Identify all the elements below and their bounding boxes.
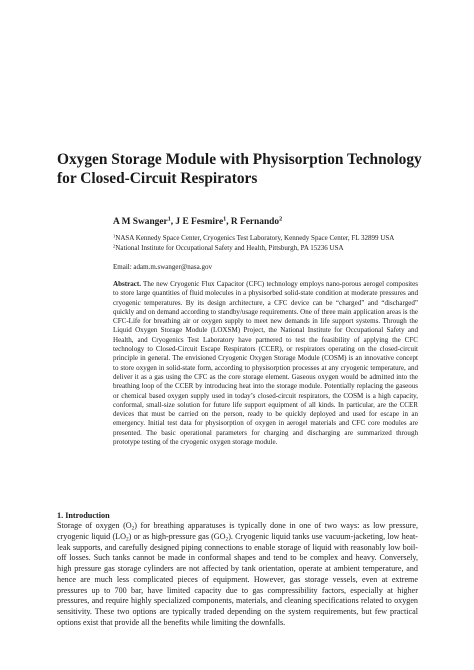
affiliation xyxy=(113,233,443,243)
contact-email: Email: adam.m.swanger@nasa.gov xyxy=(113,263,212,271)
author-name: A M Swanger xyxy=(113,217,168,227)
affiliation xyxy=(113,243,443,253)
body-text-part: ). Cryogenic liquid tanks use vacuum-jacketing, low heat-leak supports, and carefully designed piping connections to enable storage of liquid with reasonably low boil-off losses. Such tanks cannot be made in conformal shapes and tend to be complex and heavy. Conversely, high pressure gas storage cylinders are not affected by tank orientation, operate at ambient temperature, and hence are much less complicated pieces of equipment. However, gas storage vessels, even at extreme pressures up to 700 bar, have limited capacity due to gas compressibility factors, especially at higher pressures, and require highly specialized components, materials, and cleaning specifications related to oxygen sensitivity. These two options are typically traded depending on the system requirements, but few practical options exist that provide all the benefits while limiting the downfalls. xyxy=(57,531,418,627)
author-list xyxy=(113,216,433,228)
body-text-part: Storage of oxygen (O xyxy=(57,521,132,530)
author-separator: , xyxy=(226,217,231,227)
section-heading: 1. Introduction xyxy=(57,511,110,520)
paper-title: Oxygen Storage Module with Physisorption Technology for Closed-Circuit Respirators xyxy=(57,151,422,187)
author-separator: , xyxy=(170,217,176,227)
author-affiliation-mark: 2 xyxy=(279,216,283,223)
author-name: J E Fesmire xyxy=(175,217,224,227)
subscript: 2 xyxy=(225,536,229,543)
abstract xyxy=(113,280,418,447)
body-text-part: ) or as high-pressure gas (GO xyxy=(128,531,226,541)
body-text-part: ) for breathing apparatuses is typically done in one of two ways: as low pressure, cryogenic liquid (LO xyxy=(57,521,418,541)
subscript: 2 xyxy=(126,536,129,543)
affiliation-text: National Institute for Occupational Safety and Health, Pittsburgh, PA 15236 USA xyxy=(115,244,344,252)
affiliation-mark: 2 xyxy=(113,243,116,249)
affiliation-mark: 1 xyxy=(113,233,116,239)
author-affiliation-mark: 1 xyxy=(223,216,227,223)
author-name: R Fernando xyxy=(230,217,280,227)
affiliation-text: NASA Kennedy Space Center, Cryogenics Test Laboratory, Kennedy Space Center, FL 32899 USA xyxy=(115,234,395,242)
abstract-label: Abstract. xyxy=(113,280,141,288)
section-body xyxy=(57,521,418,629)
author-affiliation-mark: 1 xyxy=(167,216,171,223)
abstract-text: The new Cryogenic Flux Capacitor (CFC) technology employs nano-porous aerogel composites to store large quantities of fluid molecules in a physisorbed solid-state condition at moderate pressures and cryogenic temperatures. By its design architecture, a CFC device can be “charged” and “discharged” quickly and on demand according to standby/usage requirements. One of three main application areas is the CFC-Life for breathing air or oxygen supply to meet new demands in life support systems. Through the Liquid Oxygen Storage Module (LOXSM) Project, the National Institute for Occupational Safety and Health, and Cryogenics Test Laboratory have partnered to test the feasibility of applying the CFC technology to Closed-Circuit Escape Respirators (CCER), or respirators operating on the closed-circuit principle in general. The envisioned Cryogenic Oxygen Storage Module (COSM) is an innovative concept to store oxygen in solid-state form, according to physisorption processes at any cryogenic temperature, and deliver it as a gas using the CFC as the core storage element. Gaseous oxygen would be admitted into the breathing loop of the CCER by introducing heat into the storage module. Potentially replacing the gaseous or chemical based oxygen supply used in today’s closed-circuit respirators, the COSM is a high capacity, conformal, small-size solution for future life support equipment of all kinds. In particular, are the CCER devices that must be carried on the person, ready to be quickly deployed and used for escape in an emergency. Initial test data for physisorption of oxygen in aerogel materials and CFC core modules are presented. The basic operational parameters for charging and discharging are summarized through prototype testing of the cryogenic oxygen storage module. xyxy=(113,280,418,447)
subscript: 2 xyxy=(131,525,135,532)
